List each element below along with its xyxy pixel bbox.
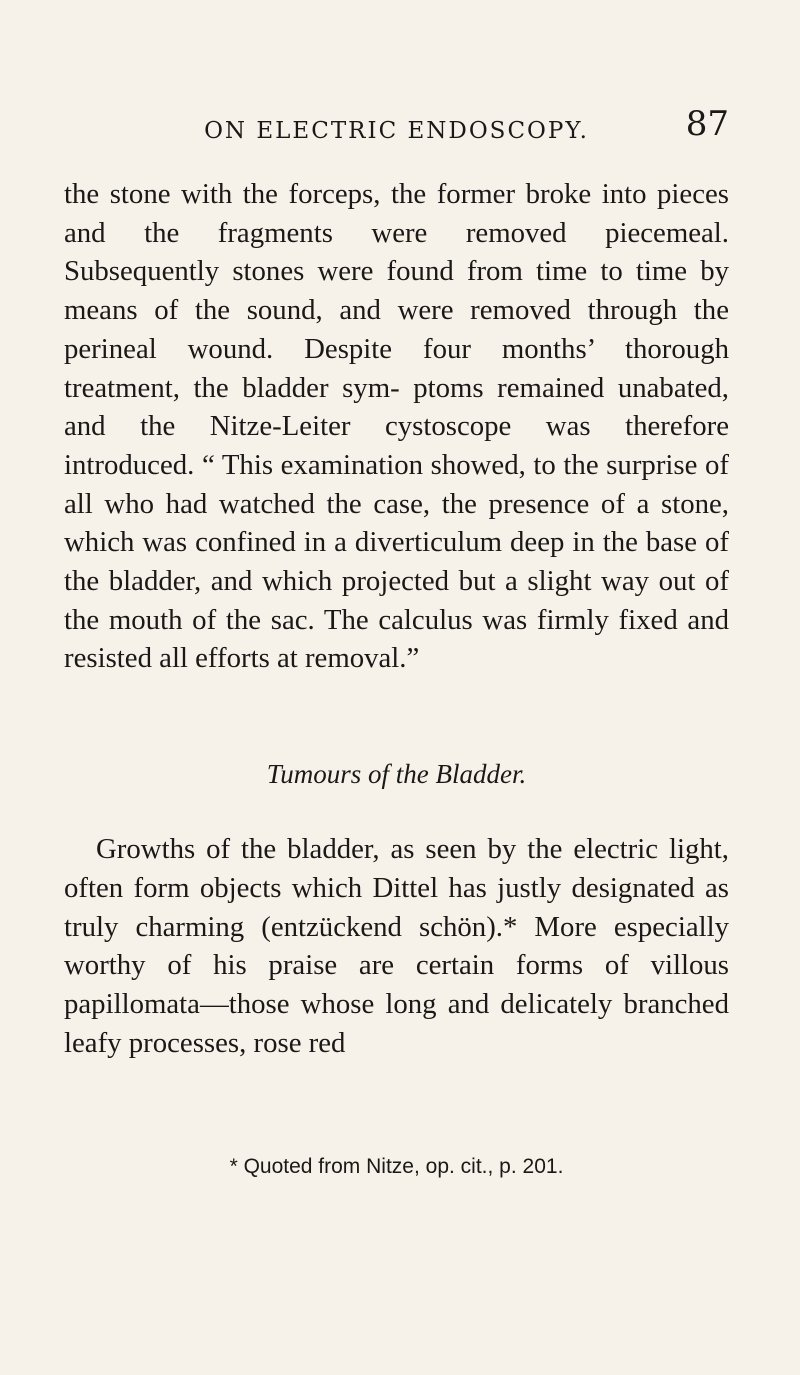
section-heading: Tumours of the Bladder. [266, 759, 527, 790]
footnote: * Quoted from Nitze, op. cit., p. 201. [229, 1155, 564, 1178]
body-text [64, 175, 729, 1062]
paragraph-growths: Growths of the bladder, as seen by the electric light, often form objects which Dittel has justly designated as truly charming (entzückend schön).* More especially worthy of his praise are certain forms of villous papillomata—those whose long and delicately branched leafy processes, rose red [64, 833, 729, 1059]
page-number: 87 [685, 104, 729, 144]
running-title: ON ELECTRIC ENDOSCOPY. [204, 118, 589, 144]
paragraph-stone-case: the stone with the forceps, the former broke into pieces and the fragments were removed piecemeal. Subsequently stones were found from time to time by means of the sound, and were removed through the perineal wound. Despite four months’ thorough treatment, the bladder sym- ptoms remained unabated, and the Nitze-Leiter cystoscope was therefore introduced. “ This examination showed, to the surprise of all who had watched the case, the presence of a stone, which was confined in a diverticulum deep in the base of the bladder, and which projected but a slight way out of the mouth of the sac. The calculus was firmly fixed and resisted all efforts at removal.” [64, 178, 729, 675]
running-head [64, 100, 729, 150]
